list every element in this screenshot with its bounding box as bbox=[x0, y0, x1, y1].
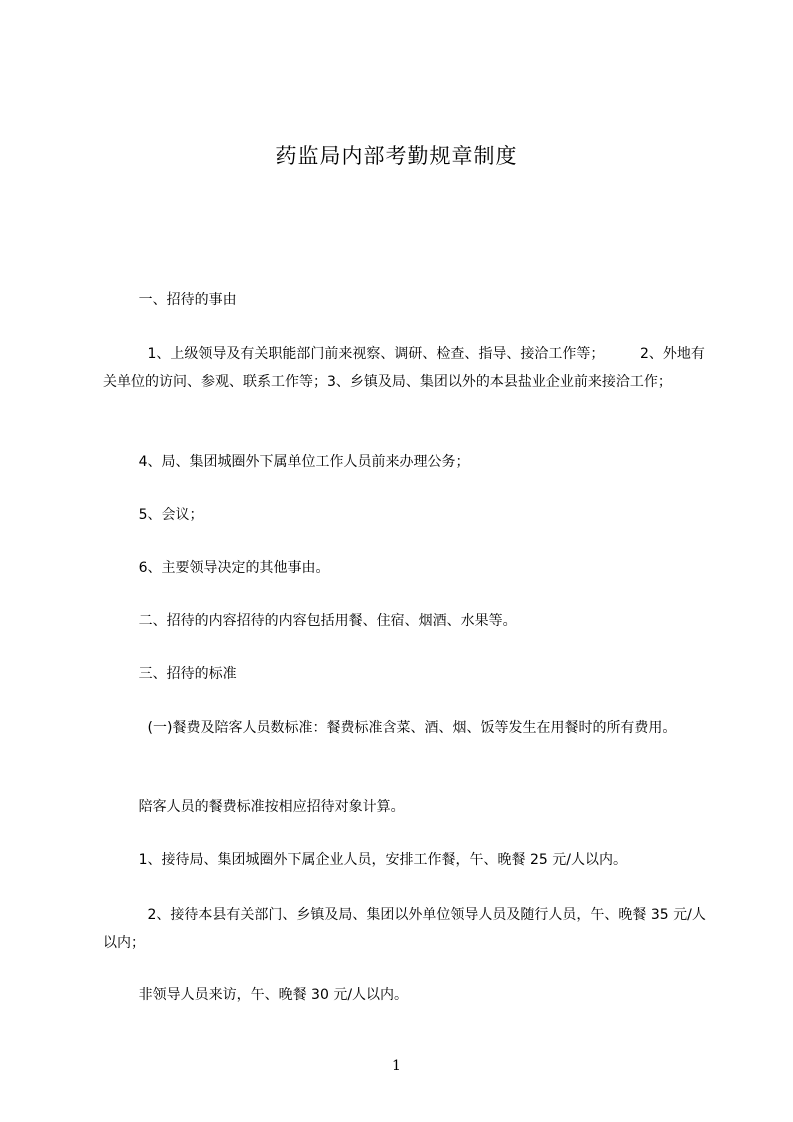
paragraph-item-6: 6、主要领导决定的其他事由。 bbox=[103, 560, 330, 576]
paragraph-meal-standard: (一)餐费及陪客人员数标准：餐费标准含菜、酒、烟、饭等发生在用餐时的所有费用。 bbox=[103, 720, 677, 736]
section-heading-reception-content: 二、招待的内容招待的内容包括用餐、住宿、烟酒、水果等。 bbox=[103, 613, 517, 629]
paragraph-standard-1: 1、接待局、集团城圈外下属企业人员，安排工作餐，午、晚餐 25 元/人以内。 bbox=[103, 852, 627, 868]
document-title: 药监局内部考勤规章制度 bbox=[275, 144, 518, 168]
page-number: 1 bbox=[392, 1058, 401, 1074]
paragraph-item-4: 4、局、集团城圈外下属单位工作人员前来办理公务； bbox=[103, 454, 470, 470]
section-heading-reception-reasons: 一、招待的事由 bbox=[103, 292, 237, 308]
paragraph-item-5: 5、会议； bbox=[103, 507, 204, 523]
paragraph-non-leader-standard: 非领导人员来访，午、晚餐 30 元/人以内。 bbox=[103, 987, 409, 1003]
paragraph-standard-2: 2、接待本县有关部门、乡镇及局、集团以外单位领导人员及随行人员，午、晚餐 35 元/人以内； bbox=[103, 907, 706, 951]
section-heading-reception-standard: 三、招待的标准 bbox=[103, 666, 237, 682]
paragraph-item-1-2-3: 1、上级领导及有关职能部门前来视察、调研、检查、指导、接洽工作等； 2、外地有关单位的访问、参观、联系工作等；3、乡镇及局、集团以外的本县盐业企业前来接洽工作； bbox=[103, 346, 705, 390]
paragraph-accompany-standard: 陪客人员的餐费标准按相应招待对象计算。 bbox=[103, 799, 405, 815]
